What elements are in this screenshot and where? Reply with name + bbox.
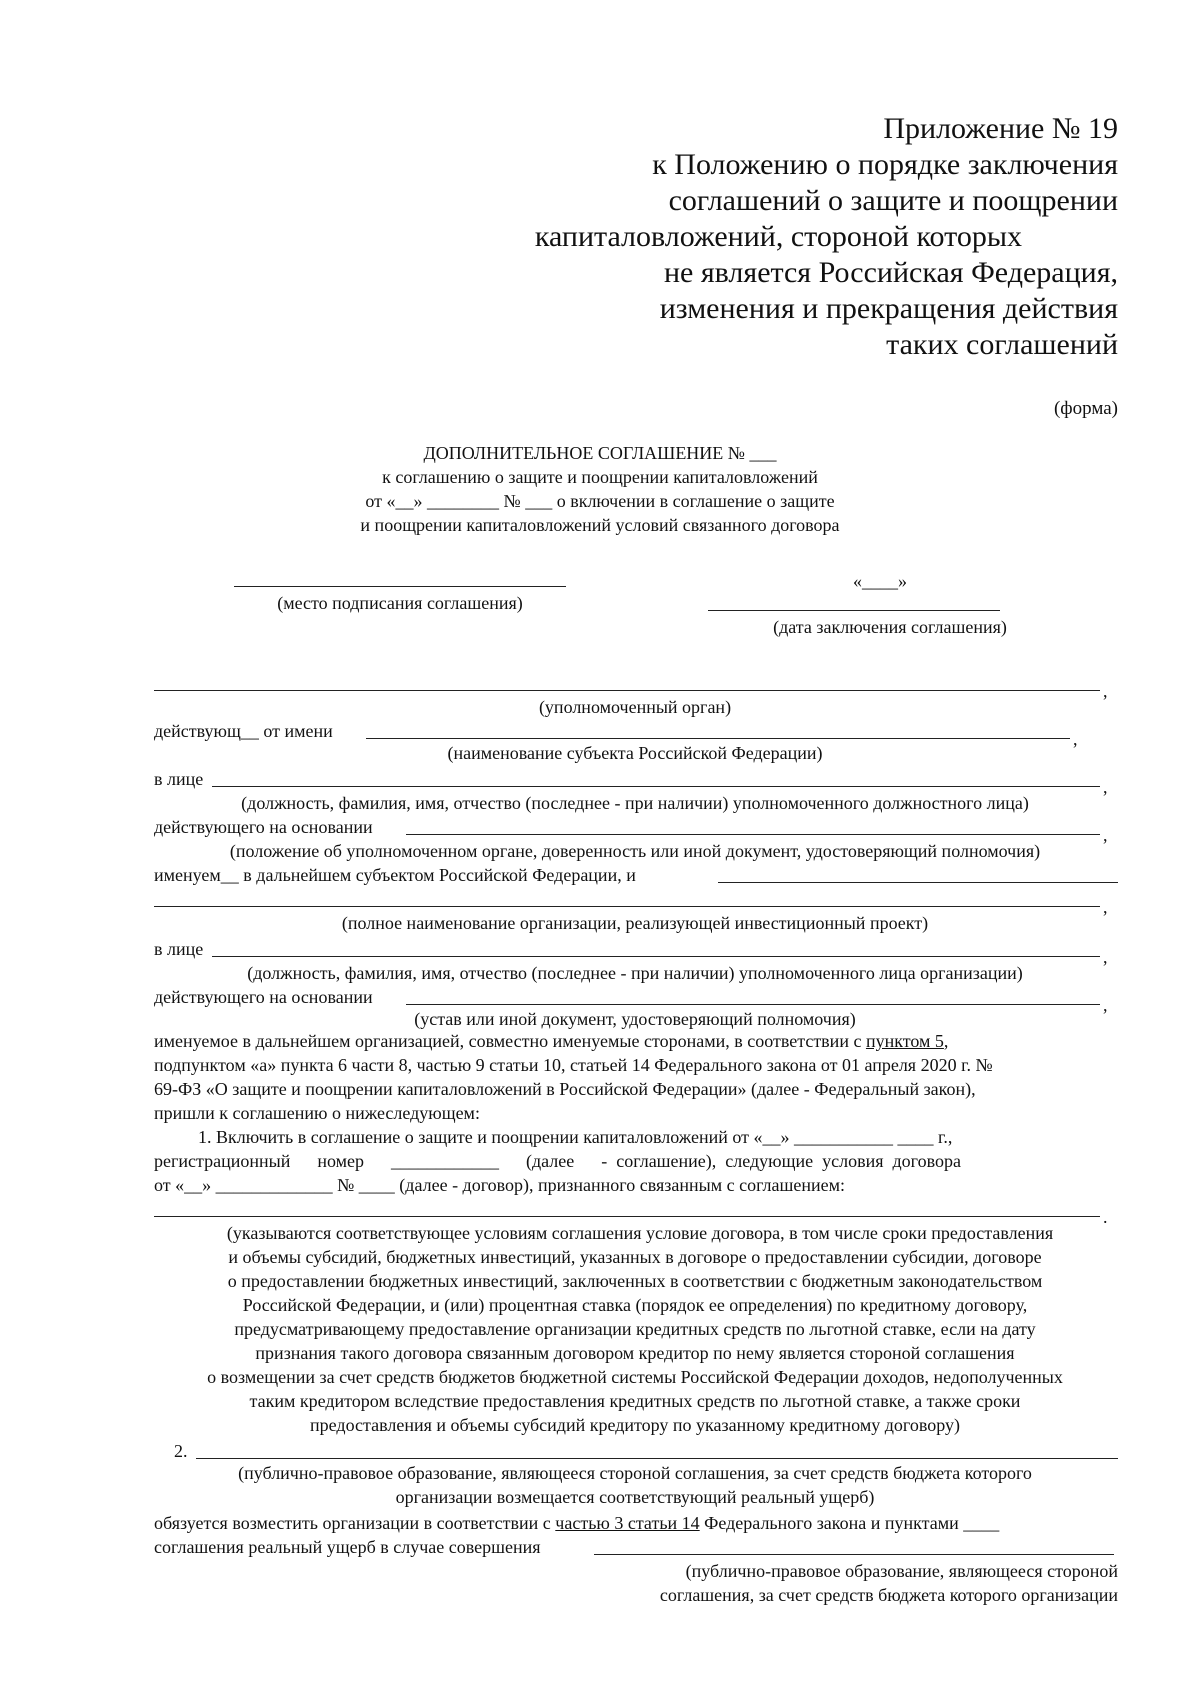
clause2-field-line [196,1458,1118,1459]
in-person-label: в лице [154,769,204,789]
clause2-caption-2: (публично-правовое образование, являющееся стороной [685,1561,1118,1581]
org-official-field-line [212,956,1100,957]
authority-field-line [154,690,1100,691]
clause2-caption-2: соглашения, за счет средств бюджета которого организации [659,1585,1118,1605]
clause1-caption: о возмещении за счет средств бюджетов бюджетной системы Российской Федерации доходов, недополученных [207,1367,1063,1387]
agreement-title: ДОПОЛНИТЕЛЬНОЕ СОГЛАШЕНИЕ № ___ [423,443,777,463]
date-quote: «____» [853,571,907,591]
agreement-subtitle: от «__» ________ № ___ о включении в соглашение о защите [365,491,835,511]
annex-line: таких соглашений [886,328,1118,361]
subject-caption: (наименование субъекта Российской Федерации) [447,743,823,763]
comma: , [1103,681,1108,701]
clause1-line: от «__» _____________ № ____ (далее - договор), признанного связанным с соглашением: [154,1175,846,1195]
clause2-caption: (публично-правовое образование, являющееся стороной соглашения, за счет средств бюджета которого [238,1463,1032,1483]
comma: , [1103,777,1108,797]
annex-line: изменения и прекращения действия [659,292,1118,325]
annex-line: не является Российская Федерация, [663,256,1118,289]
clause1-caption: и объемы субсидий, бюджетных инвестиций, указанных в договоре о предоставлении субсидии, договоре [228,1247,1042,1267]
clause1-line: регистрационный номер ____________ (далее - соглашение), следующие условия договора [154,1151,961,1171]
annex-line: капиталовложений, стороной которых [534,220,1022,253]
preamble-line [154,1030,1114,1052]
official-caption: (должность, фамилия, имя, отчество (последнее - при наличии) уполномоченного должностного лица) [241,793,1029,813]
agreement-subtitle: и поощрении капиталовложений условий связанного договора [360,515,840,535]
clause2-text: обязуется возместить организации в соответствии с [154,1513,551,1533]
comma: , [1103,825,1108,845]
charter-field-line [406,1004,1100,1005]
preamble-line: пришли к соглашению о нижеследующем: [154,1103,480,1123]
clause2-text: Федерального закона и пунктами ____ [704,1513,1000,1533]
official-field-line [212,786,1100,787]
clause1-caption: предоставления и объемы субсидий кредитору по указанному кредитному договору) [310,1415,960,1435]
subject-field-line [366,738,1070,739]
law-link-point-5[interactable]: пунктом 5 [865,1031,944,1051]
annex-title: Приложение № 19 [883,112,1118,145]
charter-caption: (устав или иной документ, удостоверяющий полномочия) [414,1009,856,1029]
annex-line: соглашений о защите и поощрении [668,184,1118,217]
annex-line: к Положению о порядке заключения [652,148,1118,181]
clause1-caption: (указываются соответствующее условиям соглашения условие договора, в том числе сроки предоставления [226,1223,1054,1243]
comma: , [1103,995,1108,1015]
preamble-line: подпунктом «а» пункта 6 части 8, частью 9 статьи 10, статьей 14 Федерального закона от 01 апреля 2020 г. № [154,1055,993,1075]
clause1-caption: предусматривающему предоставление организации кредитных средств по льготной ставке, если на дату [234,1319,1036,1339]
acting-basis-label: действующего на основании [154,817,373,837]
comma: , [1073,729,1078,749]
place-caption: (место подписания соглашения) [277,593,523,613]
acting-on-behalf: действующ__ от имени [154,721,333,741]
preamble-text: именуемое в дальнейшем организацией, совместно именуемые сторонами, в соответствии с [154,1031,862,1051]
org-field-line-b [154,906,1100,907]
clause2-damage-field-line [594,1554,1114,1555]
place-field-line [234,586,566,587]
basis-field-line [406,834,1100,835]
authority-caption: (уполномоченный орган) [538,697,732,717]
basis-caption: (положение об уполномоченном органе, доверенность или иной документ, удостоверяющий полномочия) [229,841,1041,861]
date-field-line [708,610,1000,611]
preamble-text: , [943,1031,949,1051]
clause1-caption: Российской Федерации, и (или) процентная ставка (порядок ее определения) по кредитному договору, [242,1295,1028,1315]
comma: , [1103,897,1108,917]
hereinafter-subject: именуем__ в дальнейшем субъектом Российской Федерации, и [154,865,636,885]
comma: , [1103,947,1108,967]
preamble-line: 69-ФЗ «О защите и поощрении капиталовложений в Российской Федерации» (далее - Федеральный закон), [154,1079,976,1099]
contract-terms-field-line [154,1216,1100,1217]
period: . [1103,1207,1108,1227]
law-link-part-3-article-14[interactable]: частью 3 статьи 14 [555,1513,700,1533]
clause2-caption: организации возмещается соответствующий реальный ущерб) [395,1487,875,1507]
clause1-caption: признания такого договора связанным договором кредитор по нему является стороной соглашения [255,1343,1015,1363]
clause1-line: 1. Включить в соглашение о защите и поощрении капиталовложений от «__» ___________ ____ г., [198,1127,953,1147]
org-caption: (полное наименование организации, реализующей инвестиционный проект) [341,913,929,933]
acting-basis-label-2: действующего на основании [154,987,373,1007]
in-person-label-2: в лице [154,939,204,959]
date-caption: (дата заключения соглашения) [773,617,1007,637]
form-label: (форма) [1053,398,1118,419]
clause2-number: 2. [174,1441,188,1461]
org-field-line-a [718,882,1118,883]
clause2-obligation [154,1512,999,1534]
org-official-caption: (должность, фамилия, имя, отчество (последнее - при наличии) уполномоченного лица организации) [247,963,1023,983]
clause1-caption: таким кредитором вследствие предоставления кредитных средств по льготной ставке, а также сроки [249,1391,1021,1411]
agreement-subtitle: к соглашению о защите и поощрении капиталовложений [382,467,818,487]
clause2-damage: соглашения реальный ущерб в случае совершения [154,1537,541,1557]
clause1-caption: о предоставлении бюджетных инвестиций, заключенных в соответствии с бюджетным законодательством [227,1271,1043,1291]
